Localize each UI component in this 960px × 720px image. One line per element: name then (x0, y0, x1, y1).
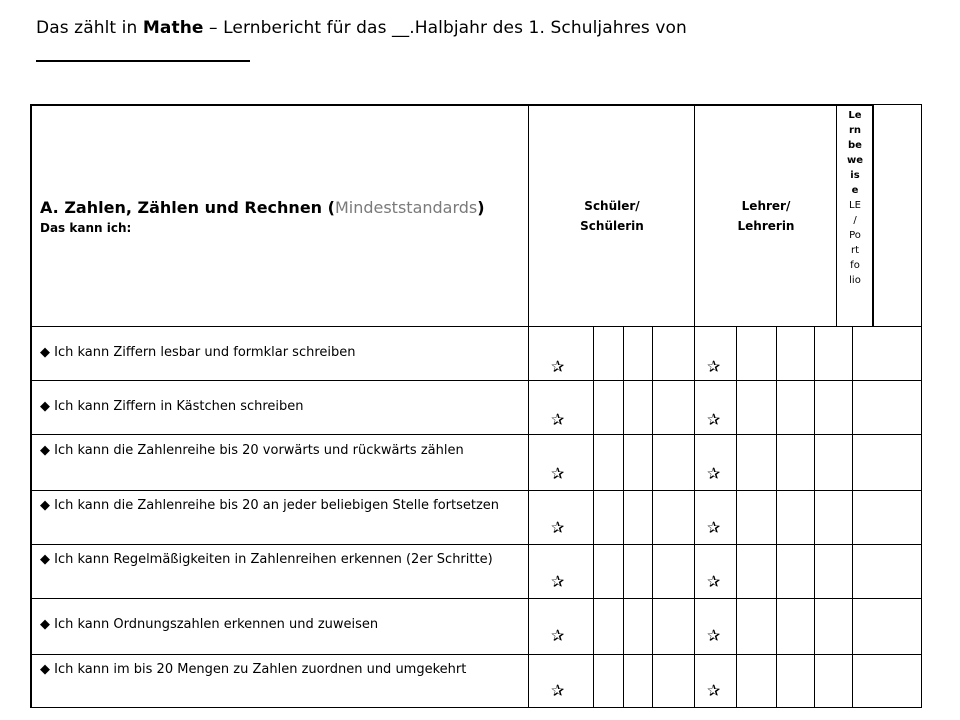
section-title: A. Zahlen, Zählen und Rechnen (Mindeststandards) (40, 198, 485, 217)
section-header (40, 198, 520, 235)
title-part1: Das zählt in (36, 18, 143, 38)
star-icon[interactable]: ✰ (551, 464, 565, 483)
title-subject: Mathe (142, 18, 204, 38)
table-row: ◆ Ich kann Ziffern lesbar und formklar schreiben (40, 345, 356, 360)
table-row: ◆ Ich kann die Zahlenreihe bis 20 an jeder beliebigen Stelle fortsetzen (40, 498, 500, 513)
name-signature-line (36, 60, 250, 62)
table-row: ◆ Ich kann Regelmäßigkeiten in Zahlenreihen erkennen (2er Schritte) (40, 552, 493, 567)
star-icon[interactable]: ✰ (707, 518, 721, 537)
star-icon[interactable]: ✰ (551, 518, 565, 537)
body-vline (593, 326, 594, 708)
header-sep-4 (872, 104, 874, 326)
table-row: ◆ Ich kann Ordnungszahlen erkennen und zuweisen (40, 617, 379, 632)
row-line (30, 654, 922, 655)
body-vline (852, 326, 853, 708)
table-border-right (921, 104, 922, 708)
col-head-student: Schüler/ Schülerin (580, 199, 644, 233)
col-head-lernbewise: Le rn be we is e LE / Po rt fo lio (846, 110, 864, 286)
row-line (30, 598, 922, 599)
star-icon[interactable]: ✰ (707, 572, 721, 591)
star-icon[interactable]: ✰ (707, 626, 721, 645)
star-icon[interactable]: ✰ (551, 572, 565, 591)
star-icon[interactable]: ✰ (551, 681, 565, 700)
col-head-teacher: Lehrer/ Lehrerin (737, 199, 795, 233)
row-line (30, 490, 922, 491)
header-sep-3 (836, 104, 837, 326)
table-border-top-extra (872, 104, 922, 105)
row-line (30, 544, 922, 545)
page-title (36, 18, 687, 38)
row-line (30, 434, 922, 435)
body-vline (694, 326, 695, 708)
table-row: ◆ Ich kann Ziffern in Kästchen schreiben (40, 399, 304, 414)
body-vline (623, 326, 624, 708)
body-vline (528, 326, 529, 708)
star-icon[interactable]: ✰ (707, 357, 721, 376)
section-subtitle: Das kann ich: (40, 221, 132, 235)
header-sep-1 (528, 104, 529, 326)
body-vline (814, 326, 815, 708)
star-icon[interactable]: ✰ (707, 681, 721, 700)
table-border-left (30, 104, 32, 708)
assessment-table (30, 104, 922, 708)
star-icon[interactable]: ✰ (551, 626, 565, 645)
table-row: ◆ Ich kann im bis 20 Mengen zu Zahlen zuordnen und umgekehrt (40, 662, 467, 677)
body-vline (776, 326, 777, 708)
star-icon[interactable]: ✰ (551, 410, 565, 429)
row-line (30, 380, 922, 381)
table-row: ◆ Ich kann die Zahlenreihe bis 20 vorwärts und rückwärts zählen (40, 443, 464, 458)
star-icon[interactable]: ✰ (707, 464, 721, 483)
star-icon[interactable]: ✰ (707, 410, 721, 429)
body-vline (736, 326, 737, 708)
header-bottom-line (30, 326, 922, 327)
header-sep-2 (694, 104, 695, 326)
table-border-top (30, 104, 872, 106)
title-part2: – Lernbericht für das __.Halbjahr des 1. Schuljahres von (203, 18, 687, 38)
star-icon[interactable]: ✰ (551, 357, 565, 376)
body-vline (652, 326, 653, 708)
table-border-bottom (30, 707, 922, 708)
